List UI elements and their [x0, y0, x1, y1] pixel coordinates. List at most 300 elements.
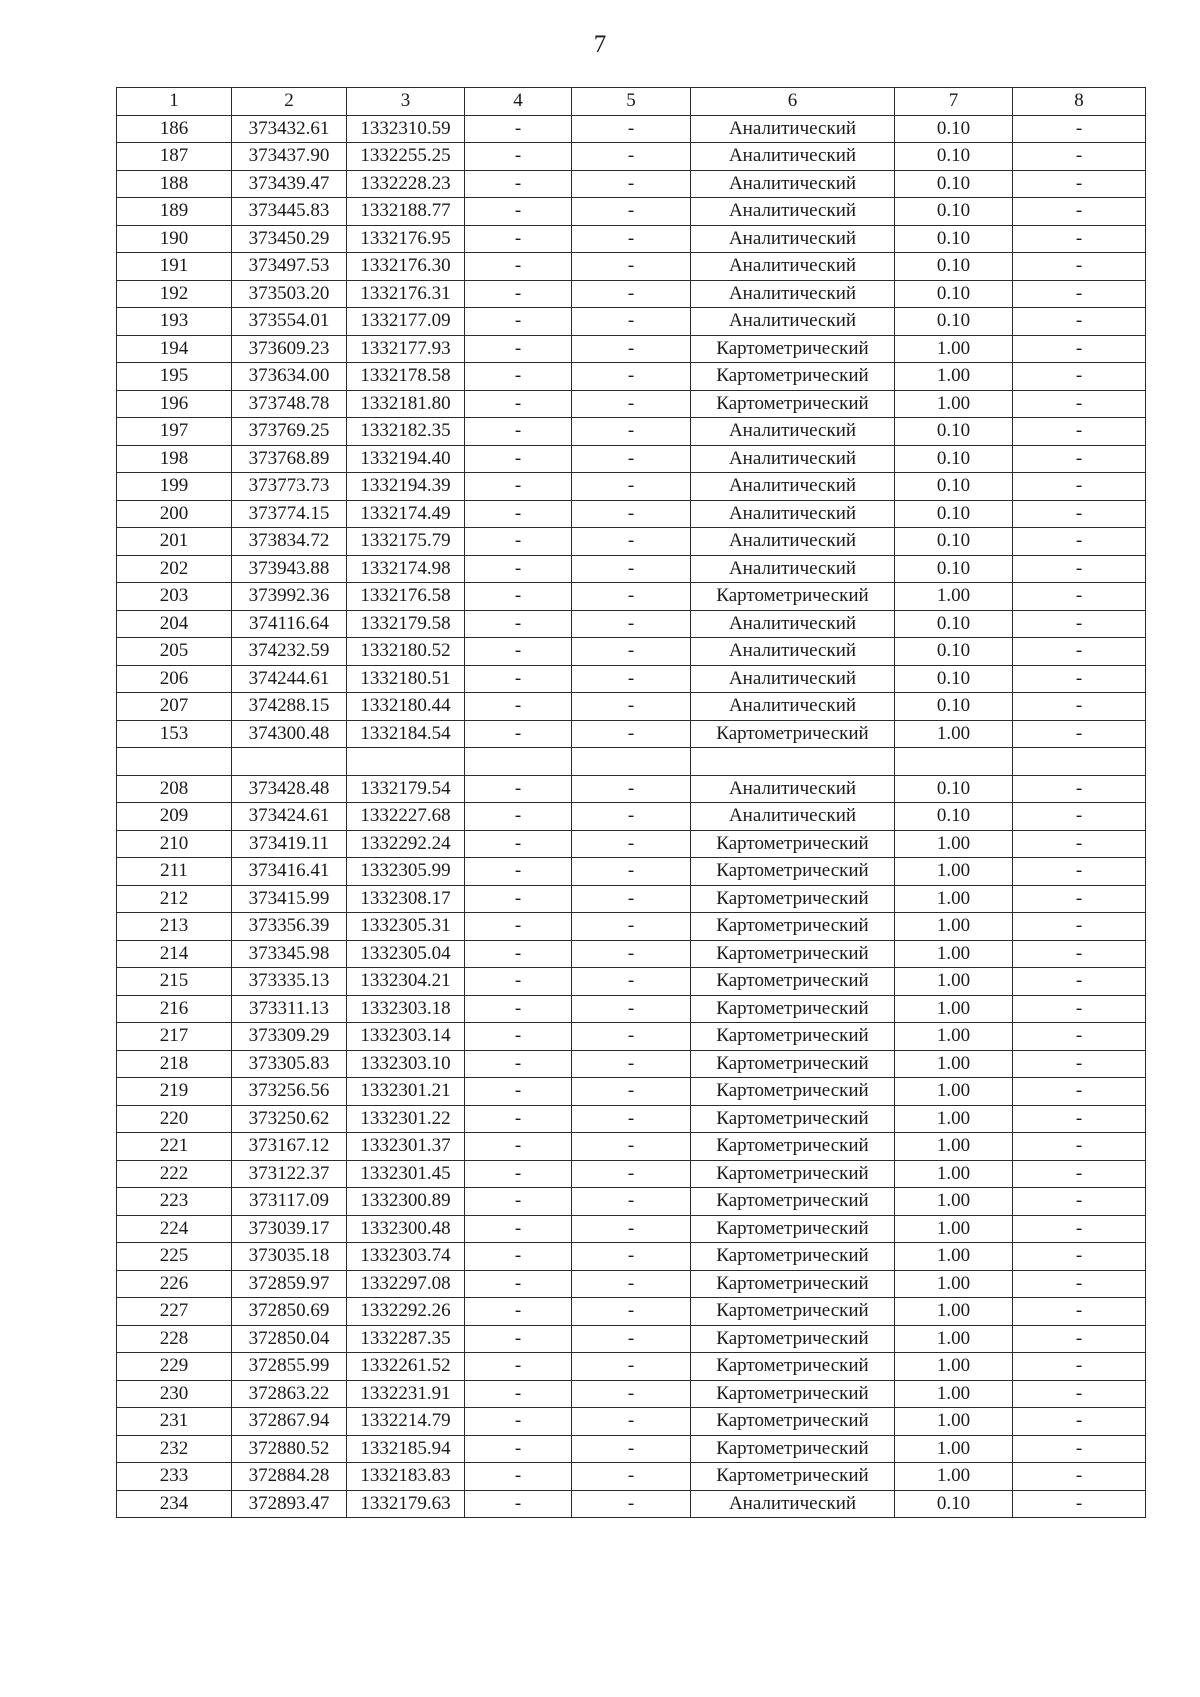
table-cell: 217: [117, 1023, 232, 1051]
table-cell: 1332176.31: [347, 280, 465, 308]
table-cell: -: [572, 555, 691, 583]
table-row: [117, 858, 1146, 886]
table-cell: Картометрический: [691, 1298, 895, 1326]
table-cell: -: [465, 170, 572, 198]
table-cell: 1332176.30: [347, 253, 465, 281]
table-cell: -: [465, 555, 572, 583]
table-cell: 373035.18: [232, 1243, 347, 1271]
table-cell: -: [1013, 1463, 1146, 1491]
table-cell: 229: [117, 1353, 232, 1381]
table-cell: -: [1013, 473, 1146, 501]
table-cell: -: [572, 115, 691, 143]
table-cell: -: [572, 418, 691, 446]
table-cell: -: [572, 610, 691, 638]
table-cell: 187: [117, 143, 232, 171]
table-cell: Картометрический: [691, 1078, 895, 1106]
table-cell: -: [465, 1050, 572, 1078]
table-cell: 224: [117, 1215, 232, 1243]
table-cell: -: [572, 885, 691, 913]
table-cell: -: [465, 473, 572, 501]
table-cell: 373311.13: [232, 995, 347, 1023]
table-cell: -: [1013, 363, 1146, 391]
table-cell: -: [465, 500, 572, 528]
table-cell: 218: [117, 1050, 232, 1078]
table-cell: -: [465, 253, 572, 281]
coordinates-table: [116, 87, 1146, 1518]
table-cell: 0.10: [895, 143, 1013, 171]
table-cell: 373335.13: [232, 968, 347, 996]
table-cell: Картометрический: [691, 1133, 895, 1161]
table-cell: 373419.11: [232, 830, 347, 858]
table-cell: -: [1013, 1050, 1146, 1078]
table-cell: -: [572, 1408, 691, 1436]
table-cell: -: [1013, 693, 1146, 721]
table-cell: 373117.09: [232, 1188, 347, 1216]
table-cell: 373432.61: [232, 115, 347, 143]
table-cell: Аналитический: [691, 775, 895, 803]
table-cell: Картометрический: [691, 335, 895, 363]
table-cell: 1332301.21: [347, 1078, 465, 1106]
table-cell: 373424.61: [232, 803, 347, 831]
table-cell: -: [572, 858, 691, 886]
table-cell: -: [465, 720, 572, 748]
table-cell: -: [572, 198, 691, 226]
table-cell: 1.00: [895, 1270, 1013, 1298]
table-cell: 1332255.25: [347, 143, 465, 171]
table-cell: -: [572, 638, 691, 666]
table-cell: -: [1013, 1435, 1146, 1463]
table-cell: 1.00: [895, 913, 1013, 941]
table-cell: 1332180.52: [347, 638, 465, 666]
table-cell: 1332184.54: [347, 720, 465, 748]
table-cell: 1.00: [895, 390, 1013, 418]
table-cell: Картометрический: [691, 1463, 895, 1491]
table-cell: Картометрический: [691, 995, 895, 1023]
table-cell: -: [1013, 445, 1146, 473]
table-cell: 1.00: [895, 583, 1013, 611]
table-cell: -: [1013, 500, 1146, 528]
table-cell: Картометрический: [691, 968, 895, 996]
table-cell: -: [572, 1490, 691, 1518]
table-row: [117, 665, 1146, 693]
table-cell: -: [1013, 665, 1146, 693]
table-cell: 373992.36: [232, 583, 347, 611]
table-cell: -: [465, 335, 572, 363]
table-cell: 0.10: [895, 308, 1013, 336]
table-row: [117, 693, 1146, 721]
table-cell: -: [572, 1435, 691, 1463]
table-cell: 1.00: [895, 995, 1013, 1023]
table-cell: -: [572, 473, 691, 501]
table-cell: 372893.47: [232, 1490, 347, 1518]
table-cell: Аналитический: [691, 665, 895, 693]
table-row: [117, 1050, 1146, 1078]
table-cell: 1332227.68: [347, 803, 465, 831]
table-cell: 221: [117, 1133, 232, 1161]
table-cell: Картометрический: [691, 1105, 895, 1133]
table-cell: [572, 748, 691, 776]
table-cell: -: [1013, 995, 1146, 1023]
table-cell: -: [1013, 280, 1146, 308]
table-cell: 223: [117, 1188, 232, 1216]
table-cell: 227: [117, 1298, 232, 1326]
table-cell: 1332301.22: [347, 1105, 465, 1133]
table-cell: -: [1013, 225, 1146, 253]
table-cell: 1.00: [895, 335, 1013, 363]
table-cell: -: [1013, 720, 1146, 748]
table-row: [117, 940, 1146, 968]
table-cell: -: [572, 170, 691, 198]
table-row: [117, 638, 1146, 666]
table-row: [117, 445, 1146, 473]
table-cell: -: [1013, 198, 1146, 226]
table-cell: 373769.25: [232, 418, 347, 446]
table-cell: -: [572, 225, 691, 253]
table-cell: 374116.64: [232, 610, 347, 638]
header-cell: 1: [117, 88, 232, 116]
table-cell: 373039.17: [232, 1215, 347, 1243]
table-cell: 215: [117, 968, 232, 996]
table-cell: 202: [117, 555, 232, 583]
table-cell: -: [1013, 555, 1146, 583]
table-cell: 1332183.83: [347, 1463, 465, 1491]
table-body: [117, 115, 1146, 1518]
table-cell: -: [465, 418, 572, 446]
table-cell: 195: [117, 363, 232, 391]
table-row: [117, 1105, 1146, 1133]
table-cell: 1332194.40: [347, 445, 465, 473]
table-cell: 1332182.35: [347, 418, 465, 446]
table-cell: 211: [117, 858, 232, 886]
table-cell: 1332177.09: [347, 308, 465, 336]
table-cell: Картометрический: [691, 1380, 895, 1408]
table-cell: 1332308.17: [347, 885, 465, 913]
table-cell: 372880.52: [232, 1435, 347, 1463]
table-cell: 1332303.10: [347, 1050, 465, 1078]
table-cell: Картометрический: [691, 1353, 895, 1381]
table-cell: 0.10: [895, 693, 1013, 721]
table-cell: 1.00: [895, 1408, 1013, 1436]
table-row: [117, 1160, 1146, 1188]
table-cell: Картометрический: [691, 390, 895, 418]
table-cell: -: [1013, 1078, 1146, 1106]
table-row: [117, 748, 1146, 776]
table-cell: -: [465, 913, 572, 941]
table-cell: -: [465, 1298, 572, 1326]
table-row: [117, 390, 1146, 418]
table-cell: 1.00: [895, 1078, 1013, 1106]
table-cell: 373943.88: [232, 555, 347, 583]
table-row: [117, 830, 1146, 858]
table-cell: 1332188.77: [347, 198, 465, 226]
table-cell: 204: [117, 610, 232, 638]
table-cell: -: [572, 363, 691, 391]
table-cell: -: [1013, 253, 1146, 281]
table-row: [117, 885, 1146, 913]
table-cell: 373834.72: [232, 528, 347, 556]
table-cell: Картометрический: [691, 913, 895, 941]
header-cell: 3: [347, 88, 465, 116]
table-cell: Картометрический: [691, 1270, 895, 1298]
table-cell: -: [1013, 858, 1146, 886]
table-cell: 373167.12: [232, 1133, 347, 1161]
table-cell: 0.10: [895, 638, 1013, 666]
table-cell: -: [1013, 968, 1146, 996]
table-cell: -: [572, 1243, 691, 1271]
table-cell: 216: [117, 995, 232, 1023]
table-cell: -: [465, 225, 572, 253]
table-cell: -: [1013, 940, 1146, 968]
table-cell: 373748.78: [232, 390, 347, 418]
table-cell: 214: [117, 940, 232, 968]
table-cell: 373122.37: [232, 1160, 347, 1188]
table-cell: 373768.89: [232, 445, 347, 473]
table-cell: 1332297.08: [347, 1270, 465, 1298]
table-cell: 1.00: [895, 1133, 1013, 1161]
table-cell: 0.10: [895, 445, 1013, 473]
table-cell: 372850.04: [232, 1325, 347, 1353]
table-cell: 212: [117, 885, 232, 913]
table-cell: 1.00: [895, 1188, 1013, 1216]
table-cell: 201: [117, 528, 232, 556]
table-cell: -: [465, 583, 572, 611]
table-cell: 373497.53: [232, 253, 347, 281]
header-cell: 8: [1013, 88, 1146, 116]
header-cell: 6: [691, 88, 895, 116]
table-cell: 1332181.80: [347, 390, 465, 418]
table-cell: -: [1013, 170, 1146, 198]
table-cell: 1332180.44: [347, 693, 465, 721]
table-row: [117, 1380, 1146, 1408]
table-cell: 1.00: [895, 363, 1013, 391]
table-cell: -: [465, 115, 572, 143]
table-cell: 372859.97: [232, 1270, 347, 1298]
table-cell: Аналитический: [691, 528, 895, 556]
table-row: [117, 1270, 1146, 1298]
table-cell: -: [1013, 583, 1146, 611]
table-cell: -: [1013, 335, 1146, 363]
table-cell: -: [465, 940, 572, 968]
table-cell: 226: [117, 1270, 232, 1298]
table-row: [117, 1133, 1146, 1161]
table-cell: Аналитический: [691, 198, 895, 226]
table-row: [117, 803, 1146, 831]
table-cell: -: [572, 528, 691, 556]
table-cell: 208: [117, 775, 232, 803]
table-row: [117, 1078, 1146, 1106]
table-cell: 0.10: [895, 555, 1013, 583]
table-cell: 220: [117, 1105, 232, 1133]
table-cell: 0.10: [895, 528, 1013, 556]
table-row: [117, 968, 1146, 996]
table-cell: Картометрический: [691, 1408, 895, 1436]
table-cell: Аналитический: [691, 638, 895, 666]
table-row: [117, 363, 1146, 391]
header-cell: 7: [895, 88, 1013, 116]
table-cell: 192: [117, 280, 232, 308]
table-cell: -: [1013, 418, 1146, 446]
table-cell: -: [465, 665, 572, 693]
table-cell: -: [572, 500, 691, 528]
table-cell: 0.10: [895, 665, 1013, 693]
table-row: [117, 1490, 1146, 1518]
table-cell: -: [1013, 1353, 1146, 1381]
table-cell: 205: [117, 638, 232, 666]
table-cell: 1332179.58: [347, 610, 465, 638]
table-row: [117, 1023, 1146, 1051]
table-cell: 1.00: [895, 830, 1013, 858]
table-cell: -: [572, 583, 691, 611]
table-cell: -: [572, 995, 691, 1023]
table-cell: [117, 748, 232, 776]
table-cell: 1.00: [895, 1215, 1013, 1243]
table-cell: Картометрический: [691, 940, 895, 968]
table-cell: 233: [117, 1463, 232, 1491]
table-cell: Аналитический: [691, 253, 895, 281]
table-cell: 1.00: [895, 720, 1013, 748]
table-cell: -: [572, 830, 691, 858]
table-cell: 0.10: [895, 1490, 1013, 1518]
table-cell: Аналитический: [691, 225, 895, 253]
table-cell: -: [465, 1023, 572, 1051]
table-cell: 373774.15: [232, 500, 347, 528]
table-cell: -: [1013, 1270, 1146, 1298]
table-cell: 1.00: [895, 1050, 1013, 1078]
table-cell: 1.00: [895, 1353, 1013, 1381]
table-cell: -: [465, 143, 572, 171]
table-cell: 1.00: [895, 968, 1013, 996]
table-cell: -: [572, 775, 691, 803]
table-row: [117, 775, 1146, 803]
table-cell: -: [465, 638, 572, 666]
table-cell: 0.10: [895, 115, 1013, 143]
table-cell: -: [572, 1353, 691, 1381]
table-cell: -: [572, 1463, 691, 1491]
table-cell: -: [1013, 803, 1146, 831]
table-cell: Картометрический: [691, 583, 895, 611]
table-cell: 373415.99: [232, 885, 347, 913]
table-cell: -: [1013, 1298, 1146, 1326]
table-row: [117, 1408, 1146, 1436]
table-cell: Аналитический: [691, 473, 895, 501]
table-cell: 203: [117, 583, 232, 611]
table-cell: 374300.48: [232, 720, 347, 748]
table-cell: 186: [117, 115, 232, 143]
table-row: [117, 1243, 1146, 1271]
table-cell: 374288.15: [232, 693, 347, 721]
table-cell: 194: [117, 335, 232, 363]
table-cell: 206: [117, 665, 232, 693]
table-cell: -: [1013, 1243, 1146, 1271]
table-cell: 1332179.63: [347, 1490, 465, 1518]
table-cell: -: [1013, 638, 1146, 666]
table-row: [117, 555, 1146, 583]
table-cell: Картометрический: [691, 363, 895, 391]
table-cell: Картометрический: [691, 1435, 895, 1463]
table-cell: -: [1013, 1105, 1146, 1133]
table-cell: -: [465, 803, 572, 831]
table-cell: 1332261.52: [347, 1353, 465, 1381]
table-cell: 372855.99: [232, 1353, 347, 1381]
table-cell: 373445.83: [232, 198, 347, 226]
table-cell: 1.00: [895, 1325, 1013, 1353]
table-cell: 373416.41: [232, 858, 347, 886]
table-cell: -: [465, 1133, 572, 1161]
table-row: [117, 528, 1146, 556]
table-cell: 1.00: [895, 858, 1013, 886]
table-cell: Аналитический: [691, 445, 895, 473]
table-cell: [691, 748, 895, 776]
table-row: [117, 473, 1146, 501]
table-cell: 1.00: [895, 1463, 1013, 1491]
table-cell: 374244.61: [232, 665, 347, 693]
table-cell: 1332303.14: [347, 1023, 465, 1051]
table-row: [117, 225, 1146, 253]
table-cell: -: [465, 995, 572, 1023]
table-cell: 189: [117, 198, 232, 226]
table-row: [117, 308, 1146, 336]
table-cell: -: [1013, 143, 1146, 171]
table-cell: 0.10: [895, 170, 1013, 198]
table-cell: -: [465, 1188, 572, 1216]
table-cell: 0.10: [895, 473, 1013, 501]
table-cell: 1332174.49: [347, 500, 465, 528]
table-cell: -: [572, 665, 691, 693]
table-cell: -: [1013, 1215, 1146, 1243]
table-cell: -: [465, 1490, 572, 1518]
table-cell: -: [572, 1188, 691, 1216]
table-cell: Картометрический: [691, 1243, 895, 1271]
table-cell: -: [572, 1270, 691, 1298]
table-cell: 207: [117, 693, 232, 721]
table-cell: Аналитический: [691, 143, 895, 171]
table-cell: -: [572, 1380, 691, 1408]
table-row: [117, 1463, 1146, 1491]
table-cell: -: [465, 968, 572, 996]
table-row: [117, 115, 1146, 143]
table-cell: Аналитический: [691, 170, 895, 198]
table-cell: -: [1013, 1325, 1146, 1353]
table-cell: -: [572, 693, 691, 721]
table-cell: 1.00: [895, 940, 1013, 968]
table-cell: -: [1013, 913, 1146, 941]
table-cell: -: [572, 390, 691, 418]
table-cell: -: [572, 253, 691, 281]
table-row: [117, 720, 1146, 748]
table-cell: -: [1013, 308, 1146, 336]
table-cell: -: [572, 1133, 691, 1161]
table-cell: 373439.47: [232, 170, 347, 198]
table-row: [117, 1325, 1146, 1353]
table-cell: 372863.22: [232, 1380, 347, 1408]
table-row: [117, 198, 1146, 226]
table-cell: -: [465, 1380, 572, 1408]
table-cell: 1332175.79: [347, 528, 465, 556]
table-cell: -: [1013, 1188, 1146, 1216]
table-cell: -: [1013, 115, 1146, 143]
table-cell: 1332176.58: [347, 583, 465, 611]
table-cell: 1332185.94: [347, 1435, 465, 1463]
table-cell: 1332287.35: [347, 1325, 465, 1353]
table-cell: 196: [117, 390, 232, 418]
table-cell: -: [572, 445, 691, 473]
table-cell: -: [1013, 1490, 1146, 1518]
table-row: [117, 610, 1146, 638]
table-cell: -: [1013, 885, 1146, 913]
table-cell: 1332305.99: [347, 858, 465, 886]
table-row: [117, 335, 1146, 363]
table-cell: 0.10: [895, 253, 1013, 281]
